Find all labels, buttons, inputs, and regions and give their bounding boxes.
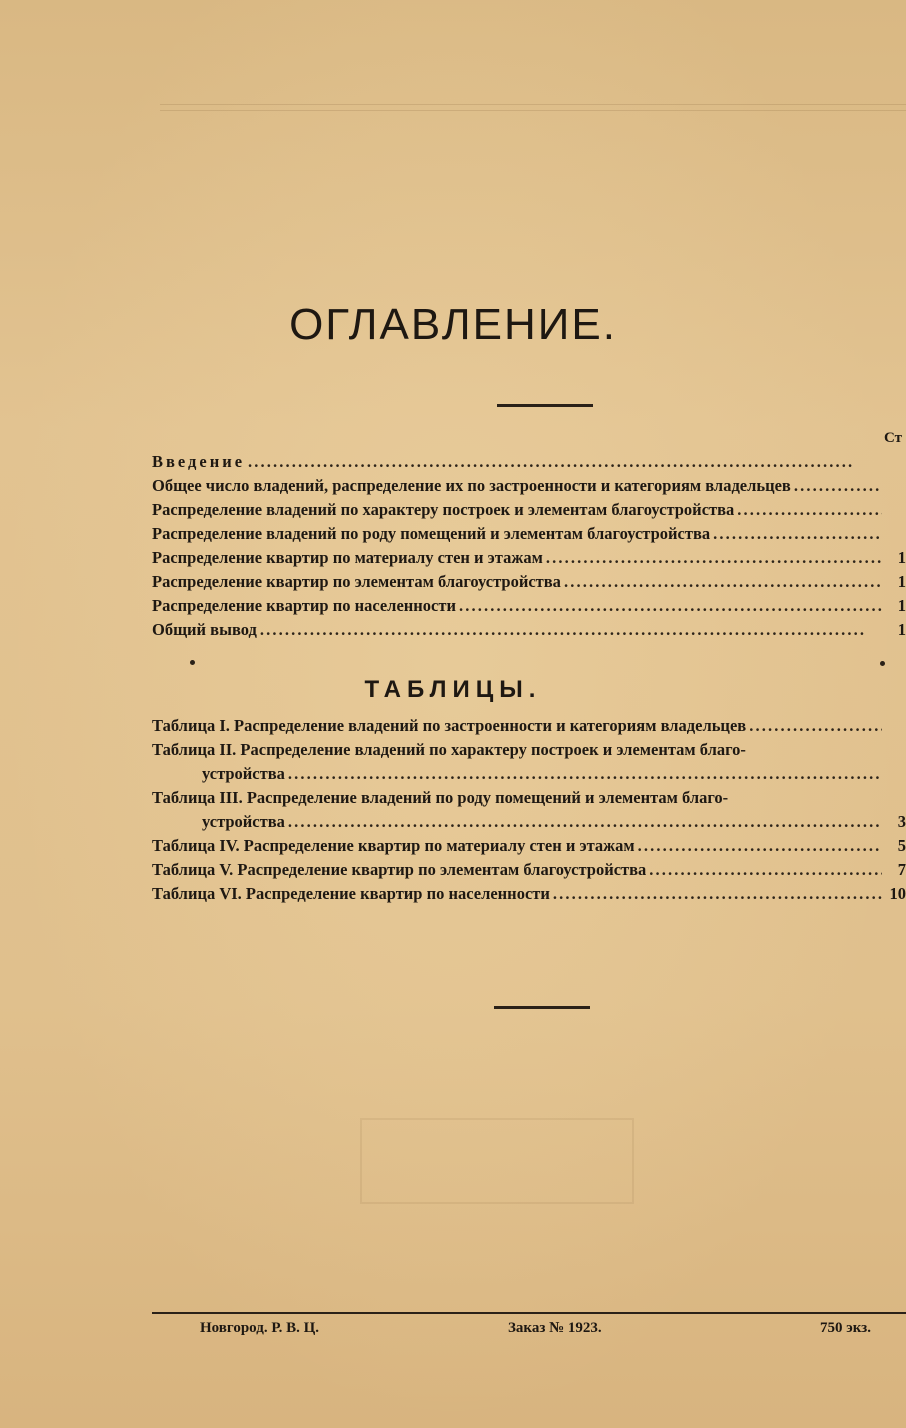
footer-rule (152, 1312, 906, 1314)
table-entry-title: Таблица V. Распределение квартир по элементам благоустройства (152, 860, 647, 879)
contents-item-page: 1 (897, 572, 906, 591)
leader-dots (248, 452, 882, 472)
contents-item-title: Распределение квартир по населенности (152, 596, 456, 615)
table-entry-title: Таблица VI. Распределение квартир по населенности (152, 884, 550, 903)
table-entry-page: 7 (897, 860, 906, 879)
leader-dots (649, 858, 882, 882)
leader-dots (794, 476, 882, 496)
contents-item (152, 620, 906, 644)
contents-item-title: Распределение квартир по материалу стен и этажам (152, 548, 543, 567)
ink-spot (880, 661, 885, 666)
leader-dots (459, 596, 882, 616)
table-entry-page: 3 (897, 812, 906, 831)
contents-item (152, 572, 906, 596)
table-entry-continuation: устройства (202, 764, 285, 783)
footer-order: Заказ № 1923. (508, 1320, 602, 1336)
contents-item-title: Распределение квартир по элементам благоустройства (152, 572, 561, 591)
contents-item-title: Введение (152, 452, 246, 471)
table-entry-title: Таблица I. Распределение владений по застроенности и категориям владельцев (152, 716, 747, 735)
contents-title: ОГЛАВЛЕНИЕ. (289, 300, 617, 349)
contents-item (152, 548, 906, 572)
ink-spot (190, 660, 195, 665)
title-divider (497, 404, 593, 407)
contents-list (152, 452, 906, 644)
leader-dots (737, 500, 882, 520)
leader-dots (553, 882, 882, 906)
leader-dots (638, 834, 882, 858)
contents-item-page: 1 (897, 548, 906, 567)
contents-item (152, 500, 906, 524)
leader-dots (564, 572, 882, 592)
leader-dots (288, 810, 882, 834)
page-column-header: Ст (884, 430, 903, 446)
table-entry (152, 858, 906, 882)
table-entry (152, 882, 906, 906)
leader-dots (749, 714, 882, 738)
leader-dots (713, 524, 882, 544)
table-entry-title: Таблица IV. Распределение квартир по материалу стен и этажам (152, 836, 635, 855)
contents-item-title: Распределение владений по характеру построек и элементам благоустройства (152, 500, 735, 519)
table-entry-page: 5 (897, 836, 906, 855)
contents-item-title: Распределение владений по роду помещений и элементам благоустройства (152, 524, 711, 543)
bleed-through-stamp (360, 1118, 634, 1204)
tables-heading: ТАБЛИЦЫ. (364, 676, 542, 703)
leader-dots (288, 762, 882, 786)
table-entry (152, 714, 906, 738)
table-entry (152, 786, 906, 834)
contents-item-page: 1 (897, 596, 906, 615)
tables-list (152, 714, 906, 906)
table-entry-title: Таблица III. Распределение владений по роду помещений и элементам благо- (152, 788, 729, 807)
leader-dots (546, 548, 882, 568)
tables-divider (494, 1006, 590, 1009)
contents-item-title: Общий вывод (152, 620, 257, 639)
table-entry-page: 10 (889, 884, 906, 903)
leader-dots (260, 620, 882, 640)
table-entry (152, 738, 906, 786)
contents-item-title: Общее число владений, распределение их по застроенности и категориям владельцев (152, 476, 791, 495)
table-entry-title: Таблица II. Распределение владений по характеру построек и элементам благо- (152, 740, 746, 759)
table-entry (152, 834, 906, 858)
contents-item (152, 476, 906, 500)
contents-item (152, 524, 906, 548)
contents-item-page: 1 (897, 620, 906, 639)
table-entry-continuation: устройства (202, 812, 285, 831)
contents-item (152, 596, 906, 620)
contents-item (152, 452, 906, 476)
bleed-through-rule (160, 110, 906, 111)
footer-print-run: 750 экз. (820, 1320, 871, 1336)
footer-printer: Новгород. Р. В. Ц. (200, 1320, 320, 1336)
bleed-through-rule (160, 104, 906, 105)
